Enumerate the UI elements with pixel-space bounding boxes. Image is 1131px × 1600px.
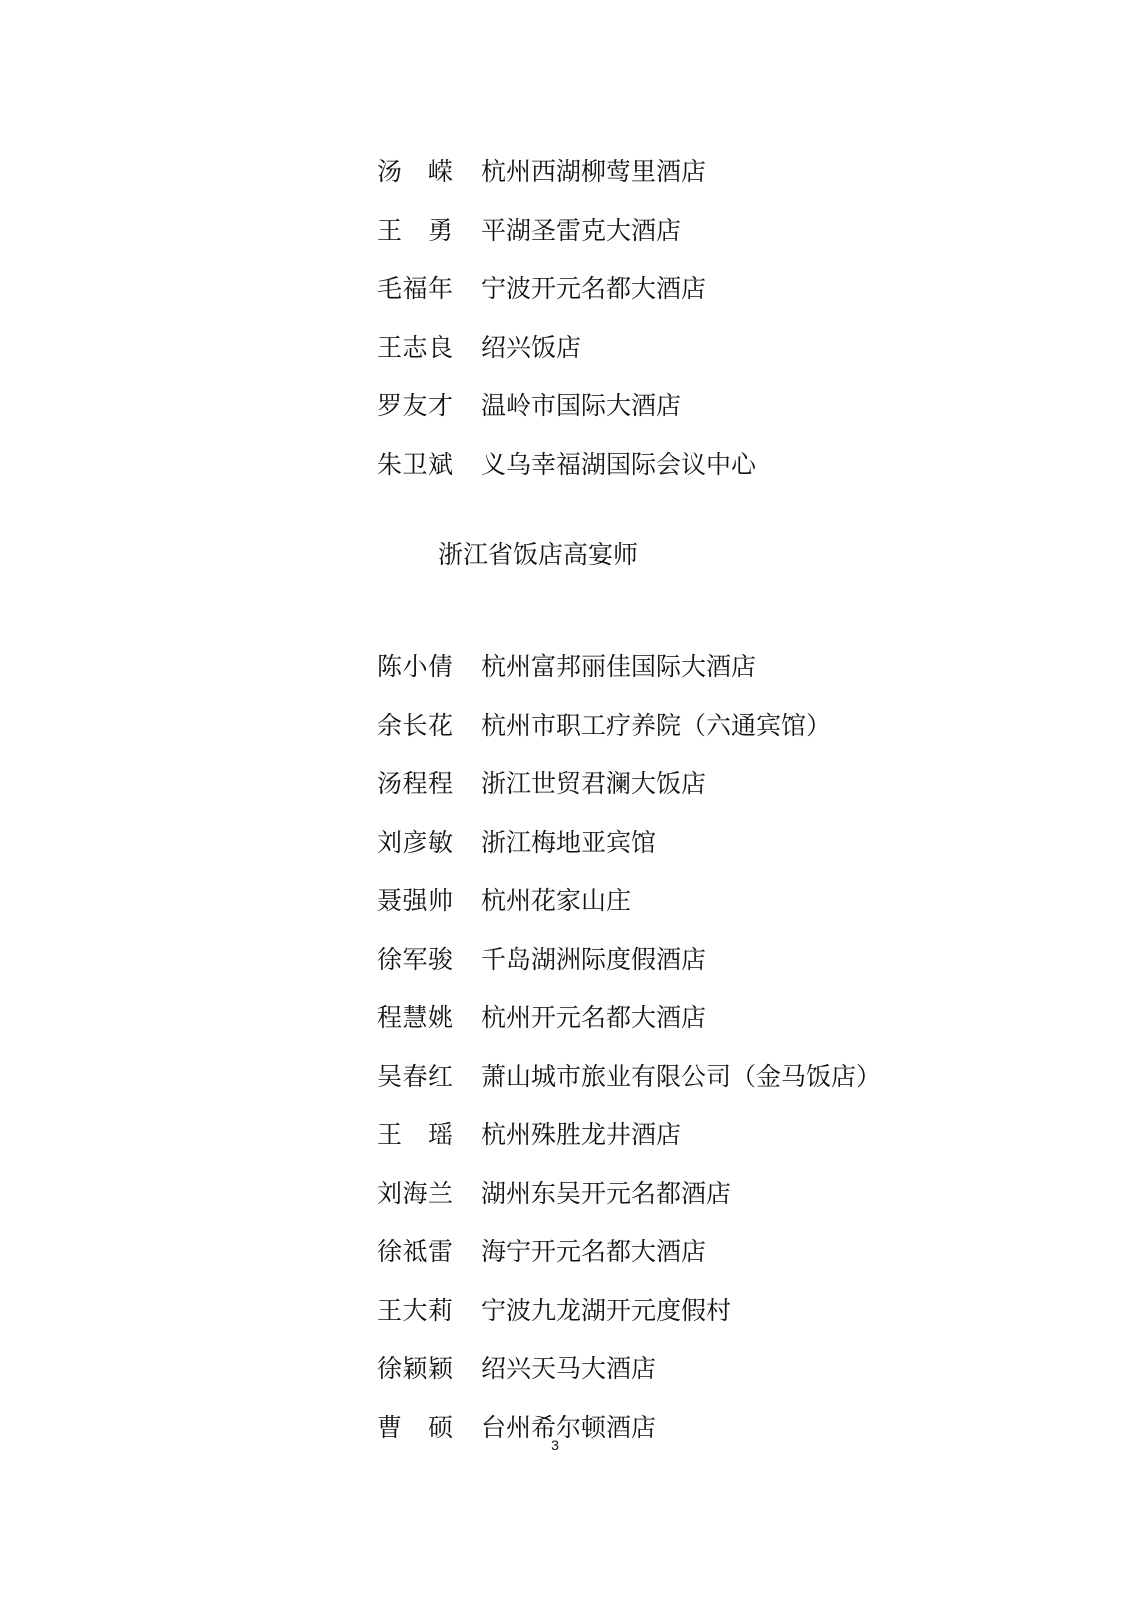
section-title: 浙江省饭店高宴师 <box>438 540 639 569</box>
organization-name: 台州希尔顿酒店 <box>481 1412 657 1442</box>
person-name: 王 大 莉 <box>377 1295 453 1325</box>
organization-name: 浙江梅地亚宾馆 <box>481 827 657 857</box>
list-item <box>377 143 756 202</box>
organization-name: 温岭市国际大酒店 <box>481 391 682 421</box>
person-name: 徐 军 骏 <box>377 944 453 974</box>
organization-name: 浙江世贸君澜大饭店 <box>481 769 707 799</box>
person-name: 王 志 良 <box>377 332 453 362</box>
list-item <box>377 1340 881 1399</box>
organization-name: 平湖圣雷克大酒店 <box>481 215 682 245</box>
person-name: 陈 小 倩 <box>377 652 453 682</box>
organization-name: 杭州市职工疗养院（六通宾馆） <box>481 710 832 740</box>
person-name: 吴 春 红 <box>377 1061 453 1091</box>
person-name: 汤 程 程 <box>377 769 453 799</box>
person-name: 刘 彦 敏 <box>377 827 453 857</box>
organization-name: 绍兴饭店 <box>481 332 582 362</box>
organization-name: 义乌幸福湖国际会议中心 <box>481 449 757 479</box>
list-item <box>377 1223 881 1282</box>
page-number: 3 <box>551 1437 559 1453</box>
organization-name: 杭州富邦丽佳国际大酒店 <box>481 652 757 682</box>
personnel-list-banquet-masters <box>377 638 881 1457</box>
list-item <box>377 377 756 436</box>
person-name: 聂 强 帅 <box>377 886 453 916</box>
person-name: 朱 卫 斌 <box>377 449 453 479</box>
person-name: 罗 友 才 <box>377 391 453 421</box>
organization-name: 海宁开元名都大酒店 <box>481 1237 707 1267</box>
list-item <box>377 202 756 261</box>
organization-name: 宁波开元名都大酒店 <box>481 274 707 304</box>
list-item <box>377 697 881 756</box>
person-name: 王 勇 <box>377 215 453 245</box>
list-item <box>377 638 881 697</box>
list-item <box>377 1282 881 1341</box>
list-item <box>377 1165 881 1224</box>
person-name: 毛 福 年 <box>377 274 453 304</box>
list-item <box>377 989 881 1048</box>
list-item <box>377 814 881 873</box>
organization-name: 宁波九龙湖开元度假村 <box>481 1295 732 1325</box>
organization-name: 湖州东吴开元名都酒店 <box>481 1178 732 1208</box>
organization-name: 萧山城市旅业有限公司（金马饭店） <box>481 1061 882 1091</box>
person-name: 程 慧 姚 <box>377 1003 453 1033</box>
list-item <box>377 436 756 495</box>
list-item <box>377 260 756 319</box>
person-name: 汤 嵘 <box>377 157 453 187</box>
list-item <box>377 319 756 378</box>
list-item <box>377 1106 881 1165</box>
person-name: 徐 颖 颖 <box>377 1354 453 1384</box>
personnel-list-top <box>377 143 756 494</box>
organization-name: 杭州西湖柳莺里酒店 <box>481 157 707 187</box>
list-item <box>377 931 881 990</box>
list-item <box>377 1048 881 1107</box>
list-item <box>377 872 881 931</box>
person-name: 徐 祗 雷 <box>377 1237 453 1267</box>
person-name: 刘 海 兰 <box>377 1178 453 1208</box>
person-name: 王 瑶 <box>377 1120 453 1150</box>
organization-name: 杭州花家山庄 <box>481 886 632 916</box>
organization-name: 杭州开元名都大酒店 <box>481 1003 707 1033</box>
organization-name: 绍兴天马大酒店 <box>481 1354 657 1384</box>
list-item <box>377 755 881 814</box>
organization-name: 千岛湖洲际度假酒店 <box>481 944 707 974</box>
organization-name: 杭州殊胜龙井酒店 <box>481 1120 682 1150</box>
person-name: 余 长 花 <box>377 710 453 740</box>
person-name: 曹 硕 <box>377 1412 453 1442</box>
